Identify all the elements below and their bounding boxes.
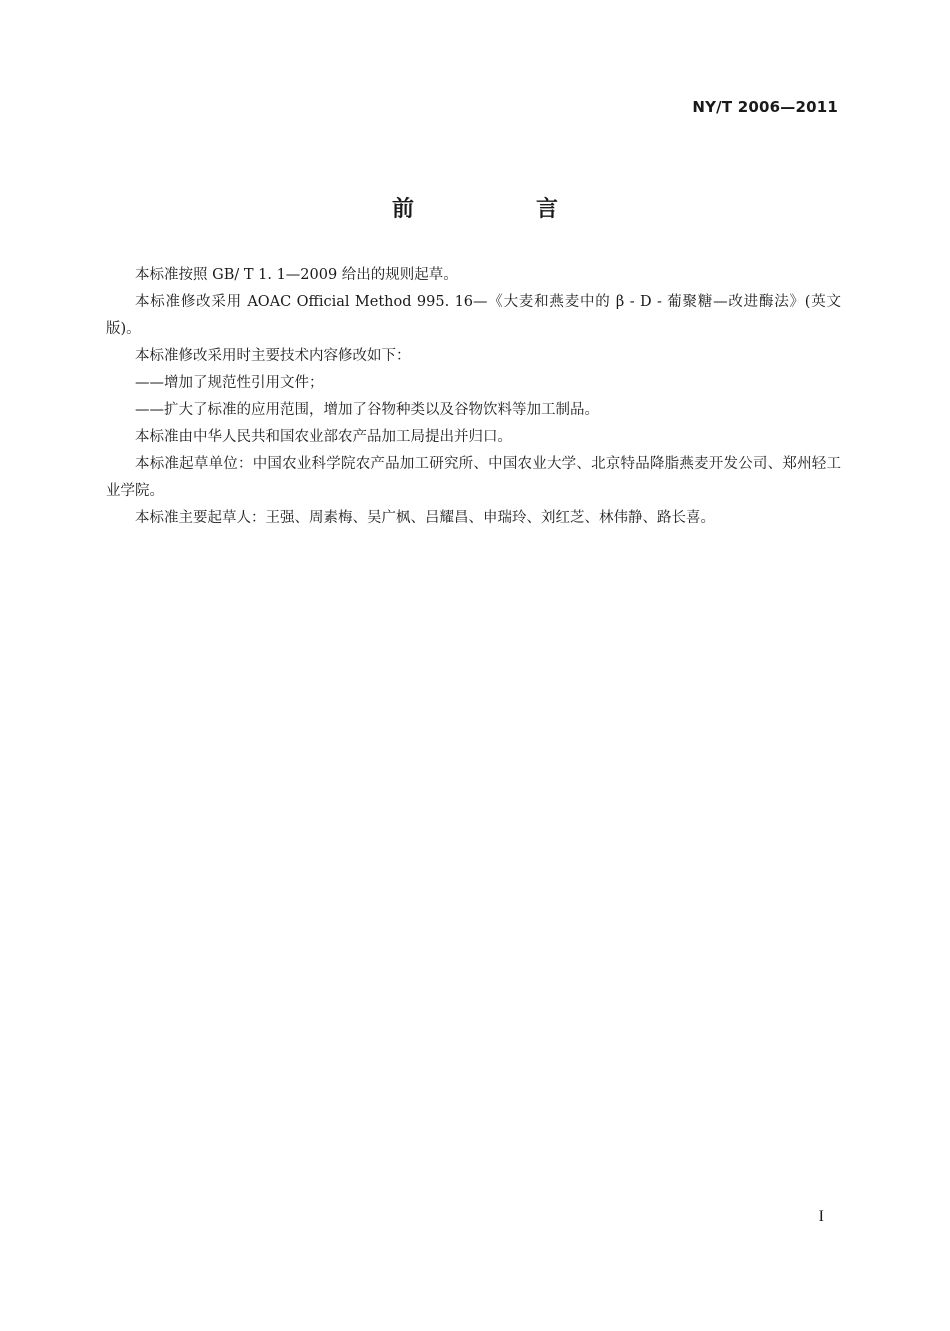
paragraph-modification-item: ——增加了规范性引用文件；	[135, 375, 324, 391]
page-number: I	[818, 1208, 824, 1225]
paragraph-modification-item: ——扩大了标准的应用范围，增加了谷物种类以及谷物饮料等加工制品。	[135, 402, 599, 418]
paragraph-drafting-units: 本标准起草单位：中国农业科学院农产品加工研究所、中国农业大学、北京特品降脂燕麦开发公司、郑州轻工业学院。	[106, 456, 841, 499]
paragraph-drafters: 本标准主要起草人：王强、周素梅、吴广枫、吕耀昌、申瑞玲、刘红芝、林伟静、路长喜。	[135, 510, 715, 526]
paragraph-adoption: 本标准修改采用 AOAC Official Method 995. 16—《大麦和燕麦中的 β - D - 葡聚糖—改进酶法》(英文版)。	[106, 294, 841, 337]
paragraph-modifications-intro: 本标准修改采用时主要技术内容修改如下：	[135, 348, 411, 364]
standard-code: NY/T 2006—2011	[692, 98, 838, 116]
page-title: 前 言	[391, 197, 608, 222]
foreword-body	[106, 262, 841, 532]
paragraph-drafting-rules: 本标准按照 GB/ T 1. 1—2009 给出的规则起草。	[135, 267, 458, 283]
paragraph-proposer: 本标准由中华人民共和国农业部农产品加工局提出并归口。	[135, 429, 512, 445]
